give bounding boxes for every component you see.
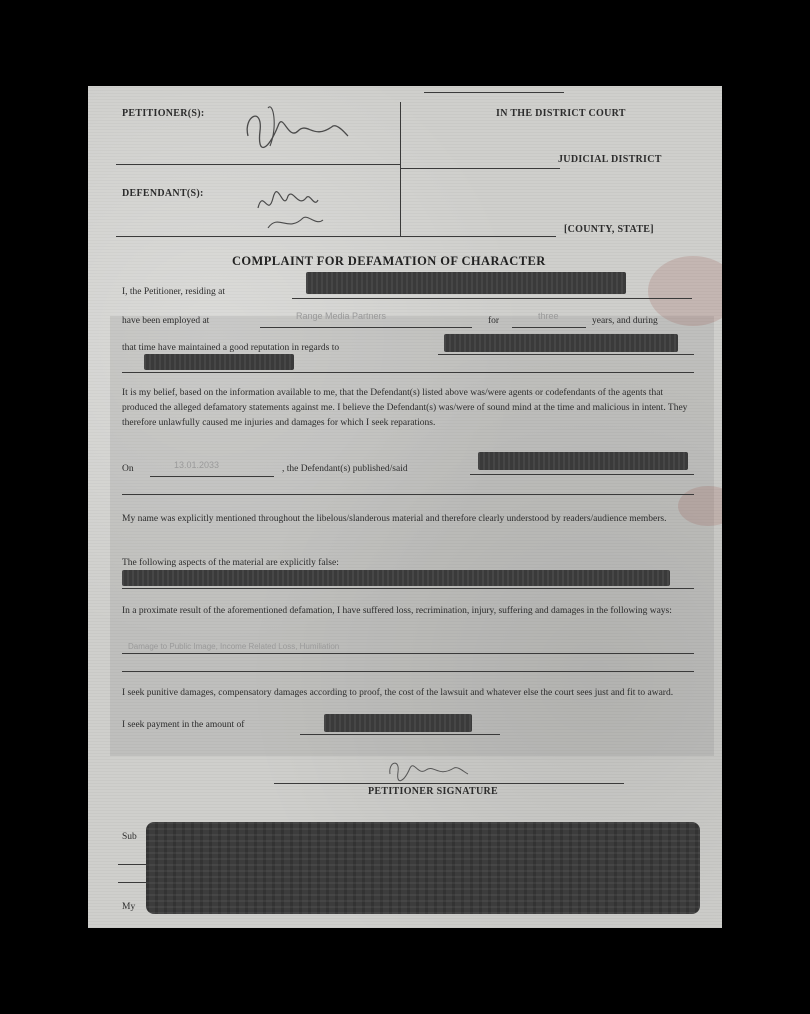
published-label: , the Defendant(s) published/said xyxy=(282,464,408,474)
reputation-field-line-2 xyxy=(122,372,694,373)
payment-label: I seek payment in the amount of xyxy=(122,720,245,730)
date-value: 13.01.2033 xyxy=(174,460,220,470)
defendant-signature-icon xyxy=(248,178,338,238)
false-aspects-redaction xyxy=(122,570,670,586)
published-field-line xyxy=(470,474,694,475)
published-field-line-2 xyxy=(122,494,694,495)
petitioner-signature-small-icon xyxy=(384,752,474,786)
district-label: JUDICIAL DISTRICT xyxy=(558,154,662,165)
residing-field-line xyxy=(292,298,692,299)
form-title: COMPLAINT FOR DEFAMATION OF CHARACTER xyxy=(232,254,546,268)
header-divider xyxy=(400,102,401,236)
damages-field-line-2 xyxy=(122,671,694,672)
payment-redaction xyxy=(324,714,472,732)
result-paragraph: In a proximate result of the aforementioned defamation, I have suffered loss, recrimination, injury, suffering and damages in the following ways: xyxy=(122,606,672,616)
employed-label: have been employed at xyxy=(122,316,210,326)
false-aspects-label: The following aspects of the material are explicitly false: xyxy=(122,558,339,568)
header-rule xyxy=(400,168,560,169)
header-rule xyxy=(424,92,564,93)
payment-field-line xyxy=(300,734,500,735)
on-label: On xyxy=(122,464,134,474)
court-label: IN THE DISTRICT COURT xyxy=(496,108,626,119)
header-rule xyxy=(116,164,400,165)
petitioner-signature-icon xyxy=(238,96,358,156)
reputation-field-line xyxy=(438,354,694,355)
reputation-redaction xyxy=(444,334,678,352)
complaint-form-paper xyxy=(88,86,722,928)
years-field-line xyxy=(512,327,586,328)
defendant-label: DEFENDANT(S): xyxy=(122,188,204,199)
footer-redaction xyxy=(146,822,700,914)
name-paragraph: My name was explicitly mentioned throughout the libelous/slanderous material and therefore clearly understood by readers/audience members. xyxy=(122,514,667,524)
county-label: [COUNTY, STATE] xyxy=(564,224,654,235)
residing-label: I, the Petitioner, residing at xyxy=(122,287,226,297)
footer-my-label: My xyxy=(122,902,136,912)
belief-paragraph: It is my belief, based on the information available to me, that the Defendant(s) listed above was/were agents or codefendants of the agents that produced the alleged defamatory statements against me. I believe the Defendant(s) was/were of sound mind at the time and malicious in intent. They therefore unlawfully caused me injuries and damages for which I seek reparations. xyxy=(122,388,688,428)
address-redaction xyxy=(306,272,626,294)
employer-field-line xyxy=(260,327,472,328)
petitioner-label: PETITIONER(S): xyxy=(122,108,205,119)
damages-field-line xyxy=(122,653,694,654)
damages-value: Damage to Public Image, Income Related Loss, Humiliation xyxy=(128,642,340,651)
for-label: for xyxy=(488,316,500,326)
years-label: years, and during xyxy=(592,316,658,326)
published-redaction xyxy=(478,452,688,470)
signature-field-line xyxy=(274,783,624,784)
years-value: three xyxy=(538,311,559,321)
footer-sub-label: Sub xyxy=(122,832,137,842)
reputation-label: that time have maintained a good reputation in regards to xyxy=(122,343,340,353)
seek-paragraph: I seek punitive damages, compensatory damages according to proof, the cost of the lawsuit and whatever else the court sees just and fit to award. xyxy=(122,688,674,698)
date-field-line xyxy=(150,476,274,477)
false-aspects-field-line xyxy=(122,588,694,589)
reputation-redaction-2 xyxy=(144,354,294,370)
signature-label: PETITIONER SIGNATURE xyxy=(368,786,499,797)
employer-value: Range Media Partners xyxy=(296,311,387,321)
